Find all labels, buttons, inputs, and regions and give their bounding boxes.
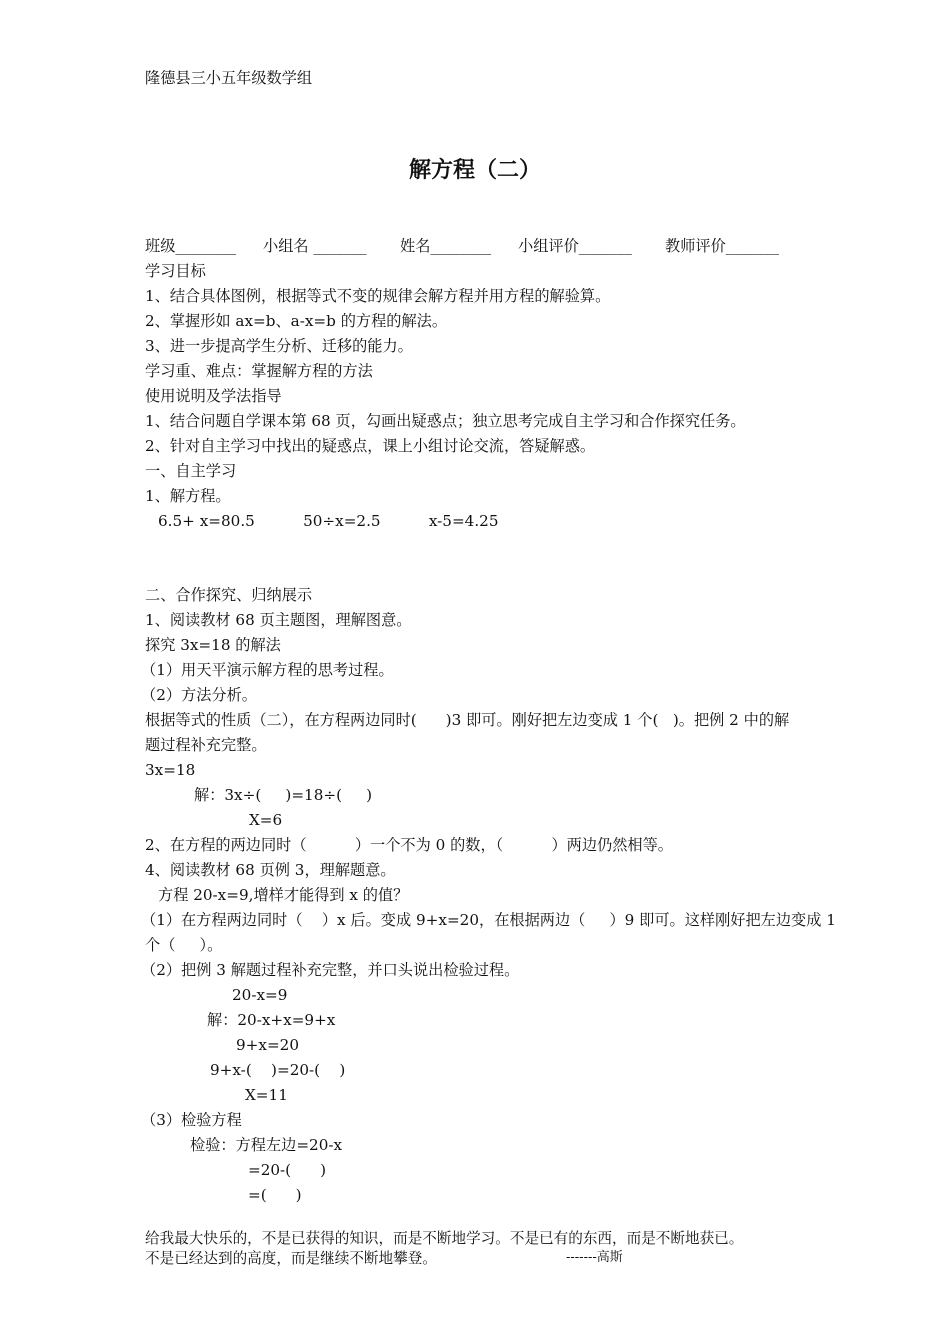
section-heading-instructions: 使用说明及学法指导 (145, 387, 282, 405)
solution-step: 9+x=20 (236, 1036, 300, 1054)
paragraph-line: 题过程补充完整。 (145, 736, 267, 754)
class-field: 班级________ (145, 237, 237, 255)
equation-line: 20-x=9 (232, 986, 288, 1004)
solution-step: 解：20-x+x=9+x (207, 1011, 336, 1029)
task-item: 4、阅读教材 68 页例 3，理解题意。 (145, 861, 396, 879)
quote-line: 给我最大快乐的，不是已获得的知识，而是不断地学习。不是已有的东西，而是不断地获已。 (145, 1230, 744, 1247)
equations-line: 6.5+ x=80.5 50÷x=2.5 x-5=4.25 (158, 512, 499, 530)
equation-line: 3x=18 (145, 761, 196, 779)
sub-item: （2）方法分析。 (141, 686, 257, 704)
quote-author: -------高斯 (566, 1250, 623, 1265)
student-name-field: 姓名________ (400, 237, 492, 255)
key-points-line: 学习重、难点：掌握解方程的方法 (145, 362, 373, 380)
teacher-evaluation-field: 教师评价_______ (665, 237, 779, 255)
task-item: 1、阅读教材 68 页主题图，理解图意。 (145, 611, 412, 629)
group-name-field: 小组名 _______ (263, 237, 367, 255)
paragraph-line: （1）在方程两边同时（ ）x 后。变成 9+x=20，在根据两边（ ）9 即可。这样刚好把左边变成 1 (141, 911, 836, 929)
check-step: =( ) (248, 1186, 302, 1204)
instruction-item: 2、针对自主学习中找出的疑惑点，课上小组讨论交流，答疑解惑。 (145, 437, 596, 455)
check-step: 检验：方程左边=20-x (190, 1136, 343, 1154)
solution-step: 9+x-( )=20-( ) (210, 1061, 346, 1079)
section-heading-objectives: 学习目标 (145, 262, 206, 280)
paragraph-line: 根据等式的性质（二），在方程两边同时( )3 即可。刚好把左边变成 1 个( )。把例 2 中的解 (145, 711, 790, 729)
check-step: =20-( ) (248, 1161, 326, 1179)
question-line: 方程 20-x=9,增样才能得到 x 的值？ (158, 886, 409, 904)
exercise-heading: 1、解方程。 (145, 487, 231, 505)
section-heading-cooperation: 二、合作探究、归纳展示 (145, 586, 313, 604)
task-item: 2、在方程的两边同时（ ）一个不为 0 的数，（ ）两边仍然相等。 (145, 836, 673, 854)
sub-item: （3）检验方程 (141, 1111, 242, 1129)
group-evaluation-field: 小组评价_______ (518, 237, 632, 255)
page-title: 解方程（二） (408, 157, 541, 183)
header-organization: 隆德县三小五年级数学组 (145, 69, 313, 87)
objective-item: 3、进一步提高学生分析、迁移的能力。 (145, 337, 413, 355)
solution-result: X=11 (245, 1086, 288, 1104)
sub-item: （1）用天平演示解方程的思考过程。 (141, 661, 394, 679)
instruction-item: 1、结合问题自学课本第 68 页，勾画出疑惑点；独立思考完成自主学习和合作探究任务。 (145, 412, 746, 430)
sub-item: （2）把例 3 解题过程补充完整，并口头说出检验过程。 (141, 961, 520, 979)
objective-item: 2、掌握形如 ax=b、a-x=b 的方程的解法。 (145, 312, 448, 330)
solution-result: X=6 (249, 811, 283, 829)
solution-step: 解：3x÷( )=18÷( ) (194, 786, 373, 804)
quote-line: 不是已经达到的高度，而是继续不断地攀登。 (145, 1250, 437, 1267)
explore-heading: 探究 3x=18 的解法 (145, 636, 281, 654)
section-heading-self-study: 一、自主学习 (145, 462, 237, 480)
objective-item: 1、结合具体图例，根据等式不变的规律会解方程并用方程的解验算。 (145, 287, 611, 305)
paragraph-line: 个（ ）。 (145, 936, 223, 954)
